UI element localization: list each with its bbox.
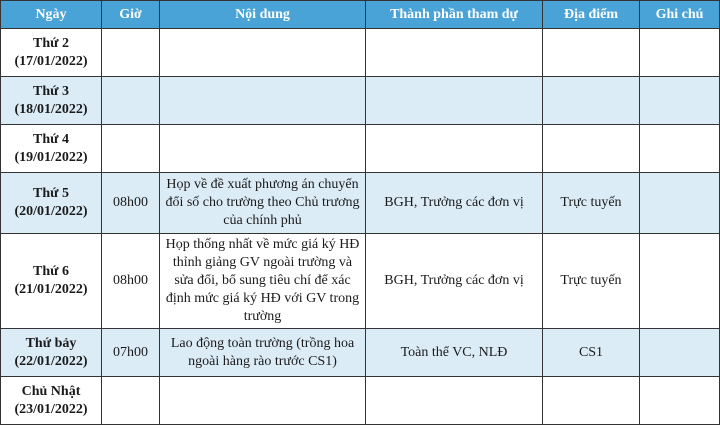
participants-cell	[366, 77, 543, 125]
location-cell: Trực tuyến	[543, 234, 640, 329]
location-cell	[543, 29, 640, 77]
time-cell	[102, 29, 160, 77]
day-cell	[1, 377, 102, 425]
table-row	[1, 377, 720, 425]
time-cell: 08h00	[102, 234, 160, 329]
participants-cell	[366, 377, 543, 425]
table-row	[1, 125, 720, 173]
table-row	[1, 77, 720, 125]
day-date: (19/01/2022)	[14, 149, 88, 165]
day-date: (23/01/2022)	[14, 401, 88, 417]
location-cell	[543, 125, 640, 173]
header-day: Ngày	[1, 1, 102, 29]
note-cell	[640, 29, 720, 77]
note-cell	[640, 377, 720, 425]
time-cell	[102, 125, 160, 173]
participants-cell: BGH, Trưởng các đơn vị	[366, 173, 543, 234]
day-cell	[1, 125, 102, 173]
location-cell: CS1	[543, 329, 640, 377]
note-cell	[640, 329, 720, 377]
note-cell	[640, 173, 720, 234]
day-name: Thứ 2	[32, 35, 70, 51]
note-cell	[640, 234, 720, 329]
day-name: Thứ 4	[32, 131, 70, 147]
header-content: Nội dung	[160, 1, 366, 29]
day-cell	[1, 234, 102, 329]
day-date: (22/01/2022)	[14, 353, 88, 369]
table-row	[1, 234, 720, 329]
participants-cell: Toàn thể VC, NLĐ	[366, 329, 543, 377]
time-cell	[102, 77, 160, 125]
day-name: Chủ Nhật	[21, 383, 81, 399]
day-name: Thứ 3	[32, 83, 70, 99]
header-note: Ghi chú	[640, 1, 720, 29]
content-cell: Họp thống nhất về mức giá ký HĐ thỉnh giảng GV ngoài trường và sửa đổi, bổ sung tiêu chí để xác định mức giá ký HĐ với GV trong trường	[160, 234, 366, 329]
content-cell	[160, 125, 366, 173]
location-cell	[543, 77, 640, 125]
day-name: Thứ bảy	[25, 335, 77, 351]
participants-cell: BGH, Trưởng các đơn vị	[366, 234, 543, 329]
time-cell	[102, 377, 160, 425]
day-date: (18/01/2022)	[14, 101, 88, 117]
table-row	[1, 329, 720, 377]
day-date: (21/01/2022)	[14, 282, 88, 297]
content-cell: Lao động toàn trường (trồng hoa ngoài hàng rào trước CS1)	[160, 329, 366, 377]
participants-cell	[366, 29, 543, 77]
table-row	[1, 29, 720, 77]
location-cell	[543, 377, 640, 425]
note-cell	[640, 77, 720, 125]
header-location: Địa điểm	[543, 1, 640, 29]
participants-cell	[366, 125, 543, 173]
location-cell: Trực tuyến	[543, 173, 640, 234]
day-cell	[1, 29, 102, 77]
day-cell	[1, 329, 102, 377]
time-cell: 07h00	[102, 329, 160, 377]
table-row	[1, 173, 720, 234]
header-participants: Thành phần tham dự	[366, 1, 543, 29]
day-cell	[1, 77, 102, 125]
content-cell	[160, 29, 366, 77]
day-date: (20/01/2022)	[14, 204, 88, 219]
time-cell: 08h00	[102, 173, 160, 234]
header-row	[1, 1, 720, 29]
day-date: (17/01/2022)	[14, 53, 88, 69]
header-time: Giờ	[102, 1, 160, 29]
note-cell	[640, 125, 720, 173]
day-cell	[1, 173, 102, 234]
content-cell	[160, 377, 366, 425]
content-cell	[160, 77, 366, 125]
day-name: Thứ 5	[32, 186, 70, 201]
content-cell: Họp về đề xuất phương án chuyển đổi số cho trường theo Chủ trương của chính phủ	[160, 173, 366, 234]
day-name: Thứ 6	[32, 264, 70, 279]
